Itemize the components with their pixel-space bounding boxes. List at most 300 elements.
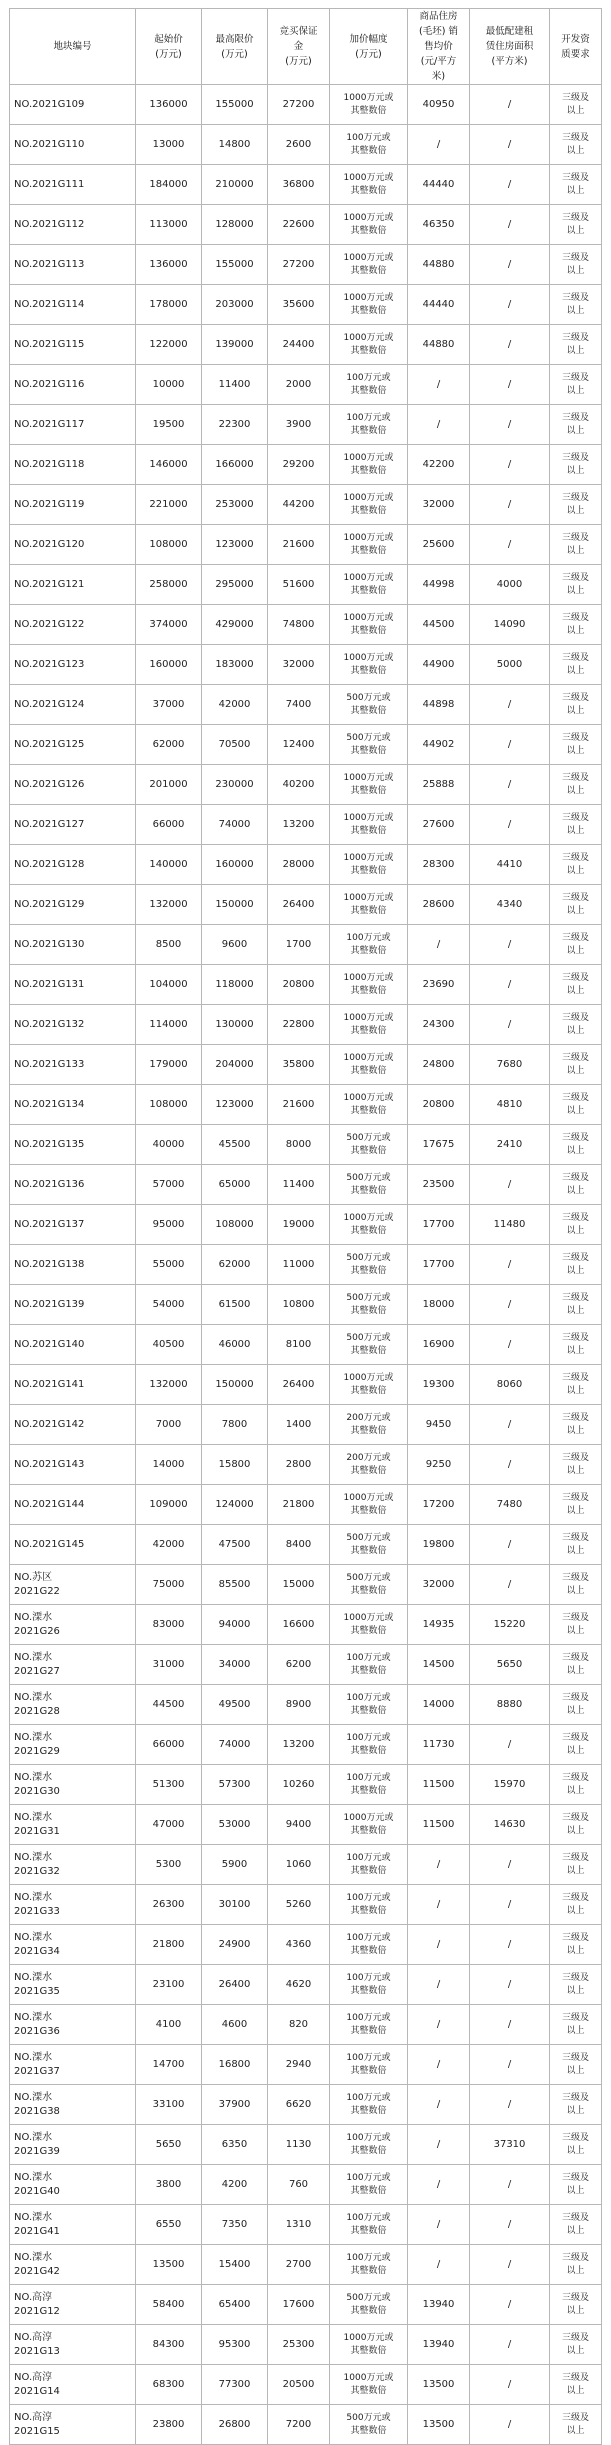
cell-plot-id: NO.2021G135 xyxy=(10,1125,136,1165)
cell-plot-id: NO.溧水 2021G32 xyxy=(10,1845,136,1885)
cell-start-price: 13000 xyxy=(136,125,202,165)
cell-plot-id: NO.2021G136 xyxy=(10,1165,136,1205)
cell-sale-price: 44902 xyxy=(408,725,470,765)
table-row xyxy=(10,445,602,485)
cell-qualification: 三级及 以上 xyxy=(550,1005,602,1045)
cell-max-price: 4200 xyxy=(202,2165,268,2205)
cell-sale-price: / xyxy=(408,2045,470,2085)
cell-sale-price: 25888 xyxy=(408,765,470,805)
cell-deposit: 8400 xyxy=(268,1525,330,1565)
cell-plot-id: NO.高淳 2021G13 xyxy=(10,2325,136,2365)
cell-sale-price: 14000 xyxy=(408,1685,470,1725)
cell-increment: 1000万元或 其整数倍 xyxy=(330,325,408,365)
cell-deposit: 27200 xyxy=(268,85,330,125)
cell-rental-area: / xyxy=(470,205,550,245)
table-row xyxy=(10,685,602,725)
cell-qualification: 三级及 以上 xyxy=(550,85,602,125)
cell-start-price: 44500 xyxy=(136,1685,202,1725)
cell-start-price: 3800 xyxy=(136,2165,202,2205)
cell-plot-id: NO.2021G110 xyxy=(10,125,136,165)
cell-plot-id: NO.2021G126 xyxy=(10,765,136,805)
cell-max-price: 11400 xyxy=(202,365,268,405)
cell-max-price: 123000 xyxy=(202,1085,268,1125)
cell-plot-id: NO.溧水 2021G41 xyxy=(10,2205,136,2245)
cell-sale-price: / xyxy=(408,2165,470,2205)
cell-start-price: 23800 xyxy=(136,2405,202,2445)
cell-start-price: 51300 xyxy=(136,1765,202,1805)
cell-plot-id: NO.溧水 2021G31 xyxy=(10,1805,136,1845)
cell-sale-price: 42200 xyxy=(408,445,470,485)
table-row xyxy=(10,2085,602,2125)
table-row xyxy=(10,845,602,885)
cell-plot-id: NO.2021G122 xyxy=(10,605,136,645)
table-row xyxy=(10,1125,602,1165)
cell-increment: 100万元或 其整数倍 xyxy=(330,2245,408,2285)
cell-plot-id: NO.2021G113 xyxy=(10,245,136,285)
cell-sale-price: 28300 xyxy=(408,845,470,885)
table-row xyxy=(10,1805,602,1845)
cell-deposit: 22800 xyxy=(268,1005,330,1045)
cell-sale-price: 25600 xyxy=(408,525,470,565)
cell-rental-area: / xyxy=(470,2045,550,2085)
cell-increment: 200万元或 其整数倍 xyxy=(330,1405,408,1445)
table-row xyxy=(10,1165,602,1205)
cell-rental-area: / xyxy=(470,2245,550,2285)
cell-rental-area: / xyxy=(470,2165,550,2205)
cell-plot-id: NO.2021G139 xyxy=(10,1285,136,1325)
cell-rental-area: / xyxy=(470,1845,550,1885)
cell-sale-price: 11500 xyxy=(408,1765,470,1805)
cell-rental-area: / xyxy=(470,805,550,845)
cell-start-price: 140000 xyxy=(136,845,202,885)
cell-max-price: 34000 xyxy=(202,1645,268,1685)
cell-rental-area: / xyxy=(470,85,550,125)
cell-increment: 100万元或 其整数倍 xyxy=(330,2085,408,2125)
cell-sale-price: 44898 xyxy=(408,685,470,725)
table-row xyxy=(10,2405,602,2445)
cell-max-price: 139000 xyxy=(202,325,268,365)
cell-max-price: 95300 xyxy=(202,2325,268,2365)
cell-plot-id: NO.溧水 2021G40 xyxy=(10,2165,136,2205)
cell-deposit: 1130 xyxy=(268,2125,330,2165)
cell-increment: 100万元或 其整数倍 xyxy=(330,2045,408,2085)
cell-max-price: 77300 xyxy=(202,2365,268,2405)
cell-sale-price: 9450 xyxy=(408,1405,470,1445)
cell-start-price: 136000 xyxy=(136,245,202,285)
cell-deposit: 36800 xyxy=(268,165,330,205)
cell-start-price: 54000 xyxy=(136,1285,202,1325)
cell-sale-price: 16900 xyxy=(408,1325,470,1365)
cell-sale-price: 40950 xyxy=(408,85,470,125)
cell-deposit: 20500 xyxy=(268,2365,330,2405)
cell-plot-id: NO.2021G132 xyxy=(10,1005,136,1045)
cell-increment: 1000万元或 其整数倍 xyxy=(330,165,408,205)
cell-qualification: 三级及 以上 xyxy=(550,1165,602,1205)
cell-increment: 500万元或 其整数倍 xyxy=(330,1565,408,1605)
cell-sale-price: / xyxy=(408,365,470,405)
cell-rental-area: / xyxy=(470,1885,550,1925)
cell-deposit: 15000 xyxy=(268,1565,330,1605)
cell-max-price: 74000 xyxy=(202,805,268,845)
cell-qualification: 三级及 以上 xyxy=(550,1525,602,1565)
cell-start-price: 108000 xyxy=(136,525,202,565)
cell-deposit: 10800 xyxy=(268,1285,330,1325)
cell-max-price: 150000 xyxy=(202,1365,268,1405)
cell-max-price: 65000 xyxy=(202,1165,268,1205)
cell-rental-area: 15970 xyxy=(470,1765,550,1805)
cell-sale-price: 23500 xyxy=(408,1165,470,1205)
cell-rental-area: / xyxy=(470,2365,550,2405)
cell-increment: 100万元或 其整数倍 xyxy=(330,1885,408,1925)
table-row xyxy=(10,1325,602,1365)
cell-rental-area: / xyxy=(470,2285,550,2325)
cell-max-price: 49500 xyxy=(202,1685,268,1725)
cell-qualification: 三级及 以上 xyxy=(550,925,602,965)
cell-start-price: 23100 xyxy=(136,1965,202,2005)
cell-deposit: 6620 xyxy=(268,2085,330,2125)
table-row xyxy=(10,1205,602,1245)
cell-qualification: 三级及 以上 xyxy=(550,525,602,565)
cell-start-price: 55000 xyxy=(136,1245,202,1285)
cell-start-price: 132000 xyxy=(136,1365,202,1405)
cell-rental-area: / xyxy=(470,965,550,1005)
cell-deposit: 2800 xyxy=(268,1445,330,1485)
table-row xyxy=(10,605,602,645)
cell-start-price: 146000 xyxy=(136,445,202,485)
cell-plot-id: NO.2021G111 xyxy=(10,165,136,205)
cell-max-price: 16800 xyxy=(202,2045,268,2085)
cell-deposit: 2700 xyxy=(268,2245,330,2285)
cell-sale-price: 44880 xyxy=(408,245,470,285)
cell-plot-id: NO.2021G145 xyxy=(10,1525,136,1565)
cell-qualification: 三级及 以上 xyxy=(550,365,602,405)
cell-rental-area: / xyxy=(470,1725,550,1765)
cell-rental-area: / xyxy=(470,485,550,525)
cell-max-price: 203000 xyxy=(202,285,268,325)
cell-sale-price: 14935 xyxy=(408,1605,470,1645)
cell-qualification: 三级及 以上 xyxy=(550,2005,602,2045)
cell-qualification: 三级及 以上 xyxy=(550,1685,602,1725)
cell-deposit: 26400 xyxy=(268,885,330,925)
cell-qualification: 三级及 以上 xyxy=(550,485,602,525)
cell-sale-price: 44900 xyxy=(408,645,470,685)
cell-qualification: 三级及 以上 xyxy=(550,1125,602,1165)
cell-deposit: 2600 xyxy=(268,125,330,165)
cell-deposit: 8000 xyxy=(268,1125,330,1165)
cell-plot-id: NO.溧水 2021G28 xyxy=(10,1685,136,1725)
table-row xyxy=(10,245,602,285)
cell-rental-area: 5000 xyxy=(470,645,550,685)
table-row xyxy=(10,1765,602,1805)
cell-plot-id: NO.2021G138 xyxy=(10,1245,136,1285)
cell-qualification: 三级及 以上 xyxy=(550,285,602,325)
cell-deposit: 12400 xyxy=(268,725,330,765)
cell-sale-price: 28600 xyxy=(408,885,470,925)
cell-max-price: 70500 xyxy=(202,725,268,765)
table-row xyxy=(10,1045,602,1085)
cell-start-price: 109000 xyxy=(136,1485,202,1525)
table-row xyxy=(10,1685,602,1725)
cell-rental-area: / xyxy=(470,1445,550,1485)
cell-increment: 100万元或 其整数倍 xyxy=(330,925,408,965)
table-row xyxy=(10,1365,602,1405)
table-row xyxy=(10,205,602,245)
table-row xyxy=(10,2165,602,2205)
cell-increment: 1000万元或 其整数倍 xyxy=(330,965,408,1005)
cell-deposit: 24400 xyxy=(268,325,330,365)
cell-deposit: 22600 xyxy=(268,205,330,245)
cell-qualification: 三级及 以上 xyxy=(550,2165,602,2205)
table-row xyxy=(10,1645,602,1685)
cell-increment: 1000万元或 其整数倍 xyxy=(330,845,408,885)
cell-sale-price: / xyxy=(408,2205,470,2245)
cell-rental-area: / xyxy=(470,1525,550,1565)
cell-sale-price: 44440 xyxy=(408,165,470,205)
cell-qualification: 三级及 以上 xyxy=(550,1245,602,1285)
cell-rental-area: 4340 xyxy=(470,885,550,925)
cell-start-price: 66000 xyxy=(136,1725,202,1765)
cell-increment: 100万元或 其整数倍 xyxy=(330,2165,408,2205)
cell-deposit: 1310 xyxy=(268,2205,330,2245)
header-qualification: 开发资 质要求 xyxy=(550,9,602,85)
cell-rental-area: / xyxy=(470,2085,550,2125)
cell-start-price: 184000 xyxy=(136,165,202,205)
cell-start-price: 33100 xyxy=(136,2085,202,2125)
cell-qualification: 三级及 以上 xyxy=(550,325,602,365)
cell-plot-id: NO.溧水 2021G29 xyxy=(10,1725,136,1765)
cell-deposit: 13200 xyxy=(268,805,330,845)
cell-increment: 1000万元或 其整数倍 xyxy=(330,2325,408,2365)
cell-plot-id: NO.2021G127 xyxy=(10,805,136,845)
cell-rental-area: 4810 xyxy=(470,1085,550,1125)
table-row xyxy=(10,485,602,525)
cell-qualification: 三级及 以上 xyxy=(550,845,602,885)
cell-sale-price: 17700 xyxy=(408,1245,470,1285)
cell-rental-area: 5650 xyxy=(470,1645,550,1685)
cell-start-price: 95000 xyxy=(136,1205,202,1245)
cell-deposit: 1400 xyxy=(268,1405,330,1445)
cell-max-price: 204000 xyxy=(202,1045,268,1085)
cell-sale-price: 13940 xyxy=(408,2285,470,2325)
cell-max-price: 74000 xyxy=(202,1725,268,1765)
cell-rental-area: / xyxy=(470,2405,550,2445)
cell-deposit: 3900 xyxy=(268,405,330,445)
cell-deposit: 4620 xyxy=(268,1965,330,2005)
cell-max-price: 26400 xyxy=(202,1965,268,2005)
cell-increment: 1000万元或 其整数倍 xyxy=(330,205,408,245)
cell-plot-id: NO.溧水 2021G35 xyxy=(10,1965,136,2005)
cell-plot-id: NO.2021G124 xyxy=(10,685,136,725)
cell-max-price: 22300 xyxy=(202,405,268,445)
cell-deposit: 74800 xyxy=(268,605,330,645)
cell-deposit: 6200 xyxy=(268,1645,330,1685)
table-row xyxy=(10,1245,602,1285)
cell-increment: 100万元或 其整数倍 xyxy=(330,405,408,445)
cell-qualification: 三级及 以上 xyxy=(550,1485,602,1525)
cell-start-price: 68300 xyxy=(136,2365,202,2405)
cell-qualification: 三级及 以上 xyxy=(550,1885,602,1925)
cell-plot-id: NO.溧水 2021G34 xyxy=(10,1925,136,1965)
cell-start-price: 40500 xyxy=(136,1325,202,1365)
cell-increment: 500万元或 其整数倍 xyxy=(330,1165,408,1205)
cell-increment: 100万元或 其整数倍 xyxy=(330,2125,408,2165)
cell-sale-price: / xyxy=(408,1845,470,1885)
cell-max-price: 128000 xyxy=(202,205,268,245)
land-auction-table xyxy=(9,8,602,2445)
cell-qualification: 三级及 以上 xyxy=(550,1645,602,1685)
header-start-price: 起始价 (万元) xyxy=(136,9,202,85)
cell-sale-price: 20800 xyxy=(408,1085,470,1125)
cell-sale-price: 13500 xyxy=(408,2365,470,2405)
cell-increment: 1000万元或 其整数倍 xyxy=(330,1205,408,1245)
cell-increment: 1000万元或 其整数倍 xyxy=(330,1605,408,1645)
cell-increment: 1000万元或 其整数倍 xyxy=(330,285,408,325)
cell-plot-id: NO.2021G142 xyxy=(10,1405,136,1445)
cell-qualification: 三级及 以上 xyxy=(550,1085,602,1125)
cell-rental-area: 14630 xyxy=(470,1805,550,1845)
cell-sale-price: 24800 xyxy=(408,1045,470,1085)
cell-plot-id: NO.溧水 2021G30 xyxy=(10,1765,136,1805)
cell-max-price: 6350 xyxy=(202,2125,268,2165)
table-row xyxy=(10,1965,602,2005)
cell-max-price: 94000 xyxy=(202,1605,268,1645)
cell-max-price: 47500 xyxy=(202,1525,268,1565)
cell-deposit: 28000 xyxy=(268,845,330,885)
cell-deposit: 21600 xyxy=(268,525,330,565)
cell-plot-id: NO.溧水 2021G39 xyxy=(10,2125,136,2165)
cell-start-price: 6550 xyxy=(136,2205,202,2245)
cell-deposit: 27200 xyxy=(268,245,330,285)
cell-rental-area: 14090 xyxy=(470,605,550,645)
cell-qualification: 三级及 以上 xyxy=(550,2245,602,2285)
cell-deposit: 16600 xyxy=(268,1605,330,1645)
cell-deposit: 17600 xyxy=(268,2285,330,2325)
cell-max-price: 155000 xyxy=(202,245,268,285)
cell-sale-price: 19800 xyxy=(408,1525,470,1565)
cell-max-price: 61500 xyxy=(202,1285,268,1325)
cell-sale-price: 46350 xyxy=(408,205,470,245)
cell-sale-price: 17700 xyxy=(408,1205,470,1245)
cell-plot-id: NO.2021G114 xyxy=(10,285,136,325)
cell-deposit: 32000 xyxy=(268,645,330,685)
cell-qualification: 三级及 以上 xyxy=(550,405,602,445)
cell-max-price: 9600 xyxy=(202,925,268,965)
cell-deposit: 2940 xyxy=(268,2045,330,2085)
cell-qualification: 三级及 以上 xyxy=(550,1605,602,1645)
cell-rental-area: / xyxy=(470,2205,550,2245)
table-row xyxy=(10,1085,602,1125)
cell-rental-area: / xyxy=(470,245,550,285)
cell-max-price: 108000 xyxy=(202,1205,268,1245)
cell-qualification: 三级及 以上 xyxy=(550,645,602,685)
cell-plot-id: NO.高淳 2021G14 xyxy=(10,2365,136,2405)
table-row xyxy=(10,925,602,965)
cell-increment: 1000万元或 其整数倍 xyxy=(330,1005,408,1045)
cell-start-price: 5650 xyxy=(136,2125,202,2165)
cell-start-price: 26300 xyxy=(136,1885,202,1925)
cell-start-price: 258000 xyxy=(136,565,202,605)
cell-start-price: 178000 xyxy=(136,285,202,325)
table-row xyxy=(10,1605,602,1645)
cell-qualification: 三级及 以上 xyxy=(550,1285,602,1325)
cell-rental-area: 4410 xyxy=(470,845,550,885)
cell-deposit: 7200 xyxy=(268,2405,330,2445)
cell-increment: 1000万元或 其整数倍 xyxy=(330,645,408,685)
header-deposit: 竞买保证 金 (万元) xyxy=(268,9,330,85)
cell-qualification: 三级及 以上 xyxy=(550,725,602,765)
cell-qualification: 三级及 以上 xyxy=(550,885,602,925)
cell-plot-id: NO.2021G141 xyxy=(10,1365,136,1405)
cell-rental-area: / xyxy=(470,445,550,485)
cell-deposit: 5260 xyxy=(268,1885,330,1925)
cell-rental-area: 15220 xyxy=(470,1605,550,1645)
cell-rental-area: / xyxy=(470,165,550,205)
cell-qualification: 三级及 以上 xyxy=(550,565,602,605)
cell-qualification: 三级及 以上 xyxy=(550,445,602,485)
cell-max-price: 160000 xyxy=(202,845,268,885)
cell-deposit: 8900 xyxy=(268,1685,330,1725)
cell-max-price: 150000 xyxy=(202,885,268,925)
cell-max-price: 46000 xyxy=(202,1325,268,1365)
table-row xyxy=(10,645,602,685)
cell-sale-price: / xyxy=(408,2085,470,2125)
cell-plot-id: NO.2021G140 xyxy=(10,1325,136,1365)
cell-sale-price: / xyxy=(408,1925,470,1965)
cell-plot-id: NO.2021G116 xyxy=(10,365,136,405)
cell-plot-id: NO.2021G112 xyxy=(10,205,136,245)
cell-sale-price: / xyxy=(408,2005,470,2045)
cell-plot-id: NO.2021G109 xyxy=(10,85,136,125)
cell-start-price: 14700 xyxy=(136,2045,202,2085)
cell-deposit: 760 xyxy=(268,2165,330,2205)
cell-qualification: 三级及 以上 xyxy=(550,125,602,165)
cell-max-price: 15400 xyxy=(202,2245,268,2285)
cell-increment: 1000万元或 其整数倍 xyxy=(330,525,408,565)
table-row xyxy=(10,2045,602,2085)
cell-qualification: 三级及 以上 xyxy=(550,685,602,725)
cell-plot-id: NO.苏区 2021G22 xyxy=(10,1565,136,1605)
cell-plot-id: NO.2021G143 xyxy=(10,1445,136,1485)
cell-max-price: 45500 xyxy=(202,1125,268,1165)
cell-increment: 1000万元或 其整数倍 xyxy=(330,765,408,805)
table-row xyxy=(10,1525,602,1565)
cell-deposit: 7400 xyxy=(268,685,330,725)
cell-max-price: 130000 xyxy=(202,1005,268,1045)
cell-max-price: 118000 xyxy=(202,965,268,1005)
cell-rental-area: / xyxy=(470,725,550,765)
cell-start-price: 132000 xyxy=(136,885,202,925)
cell-deposit: 19000 xyxy=(268,1205,330,1245)
cell-increment: 1000万元或 其整数倍 xyxy=(330,885,408,925)
cell-increment: 500万元或 其整数倍 xyxy=(330,1525,408,1565)
cell-qualification: 三级及 以上 xyxy=(550,1325,602,1365)
table-row xyxy=(10,885,602,925)
cell-qualification: 三级及 以上 xyxy=(550,245,602,285)
cell-increment: 500万元或 其整数倍 xyxy=(330,1285,408,1325)
cell-deposit: 1060 xyxy=(268,1845,330,1885)
cell-sale-price: 14500 xyxy=(408,1645,470,1685)
cell-sale-price: 13500 xyxy=(408,2405,470,2445)
cell-start-price: 19500 xyxy=(136,405,202,445)
cell-increment: 500万元或 其整数倍 xyxy=(330,685,408,725)
cell-plot-id: NO.2021G120 xyxy=(10,525,136,565)
cell-start-price: 160000 xyxy=(136,645,202,685)
cell-rental-area: / xyxy=(470,685,550,725)
cell-deposit: 44200 xyxy=(268,485,330,525)
cell-rental-area: / xyxy=(470,405,550,445)
table-row xyxy=(10,2365,602,2405)
cell-increment: 100万元或 其整数倍 xyxy=(330,1645,408,1685)
